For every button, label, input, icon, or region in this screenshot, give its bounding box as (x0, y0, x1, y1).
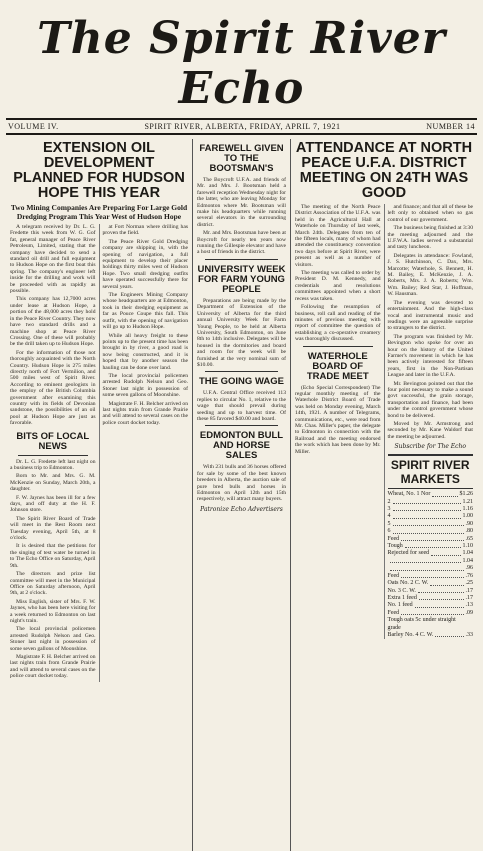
issue-number: NUMBER 14 (426, 122, 475, 131)
subscribe-note: Subscribe for The Echo (394, 443, 466, 451)
article-paragraph: The evening was devoted to entertainment. And the high-class vocal and instrumental music and readings were an agreeable surprise to strangers to the district. (387, 299, 473, 332)
market-row (388, 610, 474, 617)
market-row (388, 632, 474, 639)
leader-dots (405, 543, 461, 548)
market-item: 4 (387, 513, 391, 520)
market-row (388, 506, 474, 513)
market-item: Extra 1 feed (387, 594, 417, 601)
market-item: Tough (387, 543, 403, 550)
markets-title: SPIRIT RIVER MARKETS (388, 454, 474, 489)
leader-dots (430, 580, 463, 585)
col5 (384, 204, 474, 639)
news-item: Miss English, sister of Mrs. F. W. Jaynes, who has been here visiting for a week returned to Edmonton on last night's train. (10, 598, 96, 624)
leader-dots (418, 588, 464, 593)
news-item: The directors and prize list committee will meet in the Municipal Office on Saturday afternoon, April 9th, at 2 o'clock. (10, 571, 96, 597)
col2 (99, 224, 189, 682)
article-paragraph: The Peace River Gold Dredging company are shipping in, with the opening of navigation, a full equipment to develop their placer holdings thirty miles west of Hudson Hope. Two small dredging outfits have operated successfully there for several years. (102, 238, 188, 290)
section-local-news: BITS OF LOCAL NEWS (16, 430, 90, 452)
leader-dots (432, 491, 457, 496)
article-paragraph: The local provincial policemen arrested Rudolph Nelson and Geo. Stoner last night in possession of some seven gallons of Moonshine. (102, 372, 188, 399)
market-row (388, 491, 474, 498)
market-price: .80 (465, 528, 473, 535)
market-price: .17 (465, 594, 473, 601)
article-paragraph: (Echo Special Correspondent) The regular monthly meeting of the Waterhole District Board of Trade was held on Monday evening, March 14th, 1921. A number of Telegrams, communications, etc., were read from Mr. Chas. Miller's paper, the delegate to Edmonton in connection with the Railroad and the meeting endorsed the work which has been done by Mr. Miller. (295, 384, 381, 455)
dateline (6, 118, 477, 135)
leader-dots (401, 610, 463, 615)
market-price: 1.21 (462, 498, 473, 505)
headline-waterhole: WATERHOLE BOARD OF TRADE MEET (306, 350, 369, 382)
market-row (388, 536, 474, 543)
market-row (388, 528, 474, 535)
market-item: 2 (387, 498, 391, 505)
right-block (291, 139, 477, 851)
divider (205, 425, 278, 426)
leader-dots (393, 521, 464, 526)
columns (6, 139, 477, 851)
market-item: Tough oats 5c under straight grade (387, 617, 456, 631)
article-paragraph: While all heavy freight to these points up to the present time has been brought in by river, a good road is now being constructed, and it is hoped that by another season the hauling can be done over land. (102, 332, 188, 371)
left-block (6, 139, 193, 851)
article-paragraph: With 231 bulls and 36 horses offered for sale by some of the best known breeders in Alberta, the auction sale of pure bred bulls and horses in Edmonton on April 12th and 15th respectively, will attract many buyers. (197, 464, 286, 503)
article-paragraph: Delegates in attendance: Fowland, J. S. Hutchinson, C. Dax, Mrs. Marcotte; Waterhole, S. Bennett, H. M. Bailey, E. McKenzie, J. A. Roberts, Mrs. J. A. Roberts; Wm. Wm. Bailey; Red Star, J. Hoffman, W. Hausman. (387, 252, 473, 298)
market-item: Feed (387, 535, 400, 542)
market-item: Feed (387, 572, 400, 579)
market-row (388, 602, 474, 609)
leader-dots (401, 573, 463, 578)
market-price: .96 (465, 565, 473, 572)
market-item: 3 (387, 506, 391, 513)
article-paragraph: Preparations are being made by the Department of Extension of the University of Alberta for the third annual University Week for Farm Young People, to be held at Alberta University, South Edmonton, on June 8th to 14th inclusive. Delegates will be housed in the dormitories and board and room for the week will be furnished at the very nominal sum of $10.00. (197, 297, 286, 368)
news-item: Born to Mr. and Mrs. G. M. McKenzie on Sunday, March 20th, a daughter. (10, 473, 96, 493)
market-price: .65 (465, 535, 473, 542)
volume-label: VOLUME IV. (8, 122, 59, 131)
leader-dots (393, 513, 461, 518)
article-paragraph: A telegram received by Dr. L. G. Fredette this week from W. G. Gof fat, general manager of Peace River Petroleum, Limited, stating that the company have decided to send a standard oil drill and full equipment to Hudson Hope on the first boat this spring. The company's engineer left inside for the drilling and work will be proceeded with as rapidly as possible. (10, 224, 96, 295)
market-row (388, 558, 474, 565)
article-paragraph: Moved by Mr. Armstrong and seconded by Mr. Kane Waldorf that the meeting be adjourned. (387, 421, 473, 440)
left-split (10, 224, 188, 682)
subhead-oil: Two Mining Companies Are Preparing For Large Gold Dredging Program This Year West of Hudson Hope (10, 203, 188, 221)
news-item: Dr. L. G. Fredette left last night on a business trip to Edmonton. (10, 458, 96, 471)
divider (18, 455, 88, 456)
leader-dots (393, 499, 461, 504)
article-paragraph: This company has 12,7000 acres under lease at Hudson Hope, a portion of the 48,000 acres they hold in the Peace River Country. They now have two standard drills and a machine shop at Peace River Crossing. One of these will probably be the drill taken up to Hudson Hope. (10, 296, 96, 348)
market-item: Feed (387, 609, 400, 616)
market-price: .17 (465, 587, 473, 594)
article-paragraph: Mr. and Mrs. Bootsman have been at Boycroft for nearly ten years now running the Gillespie elevator and have a host of friends in the district. (197, 230, 286, 256)
leader-dots (393, 528, 464, 533)
leader-dots (390, 565, 464, 570)
market-item: No. 1 feed (387, 602, 413, 609)
market-price: .76 (465, 572, 473, 579)
market-price: 1.04 (462, 557, 473, 564)
market-item: Rejected for seed (387, 550, 430, 557)
news-item: The local provincial policemen arrested Rudolph Nelson and Geo. Stoner last night in possession of some seven gallons of Moonshine. (10, 626, 96, 652)
col4 (295, 204, 384, 639)
col3 (193, 139, 291, 851)
market-price: .13 (465, 602, 473, 609)
market-price: .90 (465, 520, 473, 527)
market-row (388, 573, 474, 580)
market-row (388, 580, 474, 587)
market-row (388, 617, 474, 632)
market-row (388, 513, 474, 520)
headline-wage: THE GOING WAGE (199, 376, 284, 388)
right-split (295, 204, 473, 639)
leader-dots (415, 602, 464, 607)
news-item: Magistrate F. H. Belcher arrived on last nights train from Grande Prairie and will attend to several cases on the police court docket today. (10, 653, 96, 680)
market-price: .25 (465, 580, 473, 587)
patronize-note: Patronize Echo Advertisers (200, 505, 283, 513)
headline-ufa: ATTENDANCE AT NORTH PEACE U.F.A. DISTRICT MEETING ON 24TH WAS GOOD (295, 140, 473, 201)
market-item: Barley No. 4 C. W. (387, 631, 434, 638)
article-paragraph: The meeting was called to order by President D. M. Kennedy, and credentials and resolutions committees appointed when a short recess was taken. (295, 270, 381, 302)
market-row (388, 521, 474, 528)
article-paragraph: The program was finished by Mr. Bevington who spoke for over an hour on the history of the United Farmer's movement in which he has been actively interested for fifteen years, first in the Non-Partisan League and later in the U.F.A. (387, 333, 473, 379)
news-item: F. W. Jaynes has been ill for a few days, and off duty at the H. F. Johnson store. (10, 494, 96, 514)
market-price: $1.26 (459, 491, 473, 498)
market-item: No. 3 C. W. (387, 587, 416, 594)
market-price: 1.16 (462, 506, 473, 513)
article-paragraph: U.F.A. Central Office received 113 replies to circular No. 1, relative to the wage that should prevail during seeding and up to harvest time. Of these 85 favored $40.00 and board. (197, 390, 286, 422)
market-row (388, 550, 474, 557)
headline-university: UNIVERSITY WEEK FOR FARM YOUNG PEOPLE (197, 263, 286, 295)
article-paragraph: For the information of those not thoroughly acquainted with the North Country. Hudson Hope is 275 miles directly north of Fort Vermilion, and 500 miles west of Spirit River. According to eminent geologists in the employ of the British Columbia government after examining this country with its fields of Devonian sandstone, the possibilities of an oil pool at Hudson Hope are just as favorable. (10, 349, 96, 427)
market-row (388, 588, 474, 595)
headline-farewell: FAREWELL GIVEN TO THE BOOTSMAN'S (199, 143, 284, 174)
market-row (388, 499, 474, 506)
article-paragraph: at Fort Norman where drilling has proven the field. (102, 224, 188, 237)
divider (303, 346, 373, 347)
article-paragraph: The business being finished at 3:30 the meeting adjourned and the U.F.W.A. ladies served a substantial and tasty luncheon. (387, 225, 473, 251)
markets-table (388, 491, 474, 639)
article-paragraph: Magistrate F. H. Belcher arrived on last nights train from Grande Prairie and will attend to several cases on the police court docket today. (102, 400, 188, 426)
divider (205, 371, 278, 372)
article-paragraph: The Engineers Mining Company whose headquarters are at Edmonton, took in their dredging equipment as far as Pouce Coupe this fall. This outfit, with the opening of navigation will go up to Hudson Hope. (102, 292, 188, 331)
masthead: The Spirit River Echo (37, 13, 446, 114)
market-item: Wheat, No. 1 Nor (387, 491, 431, 498)
place-date: SPIRIT RIVER, ALBERTA, FRIDAY, APRIL 7, 1921 (144, 122, 341, 131)
market-price: 1.10 (462, 543, 473, 550)
divider (205, 259, 278, 260)
headline-oil: EXTENSION OIL DEVELOPMENT PLANNED FOR HUDSON HOPE THIS YEAR (13, 140, 185, 201)
leader-dots (435, 632, 463, 637)
article-paragraph: The meeting of the North Peace District Association of the U.F.A. was held in the Agricultural Hall at Waterhole on Thursday of last week, March 24th. Delegates from ten of the fifteen locals, many of whom had attended the constituency convention two days before at Spirit River, were present as well as a number of visitors. (295, 204, 381, 268)
article-paragraph: The Boycroft U.F.A. and friends of Mr. and Mrs. J. Bootsman held a farewell reception Wednesday night for the latter, who are leaving Monday for Edmonton where Mr. Bootsman will make his headquarters while running several elevators in the surrounding district. (197, 177, 286, 228)
leader-dots (393, 506, 461, 511)
market-item: Oats No. 2 C. W. (387, 580, 429, 587)
article-paragraph: Mr. Bevington pointed out that the four point necessary to make a sound govt successful, the grain storage, transportation and finance, had been under the control government whose bond to be delivered. (387, 380, 473, 419)
market-price: .09 (465, 609, 473, 616)
leader-dots (390, 558, 461, 563)
market-row (388, 565, 474, 572)
market-item: 6 (387, 528, 391, 535)
market-price: .33 (465, 631, 473, 638)
col1 (10, 224, 99, 682)
leader-dots (401, 536, 463, 541)
market-item: 5 (387, 520, 391, 527)
article-paragraph: and finance; and that all of these be left only to obtained when so gas control of our government. (387, 204, 473, 223)
market-price: 1.04 (462, 550, 473, 557)
article-paragraph: Following the resumption of business, roll call and reading of the minutes of previous meeting with report of committee the question of establishing a co-operative creamery was thoroughly discussed. (295, 304, 381, 343)
market-price: 1.00 (462, 513, 473, 520)
news-item: The Spirit River Board of Trade will meet in the Rest Room next Tuesday evening, April 5th, at 8 o'clock. (10, 515, 96, 542)
leader-dots (419, 595, 464, 600)
news-item: It is desired that the petitions for the singing of test water be turned in to The Echo Office on Saturday, April 9th. (10, 543, 96, 569)
headline-sales: EDMONTON BULL AND HORSE SALES (199, 430, 284, 462)
leader-dots (431, 550, 460, 555)
